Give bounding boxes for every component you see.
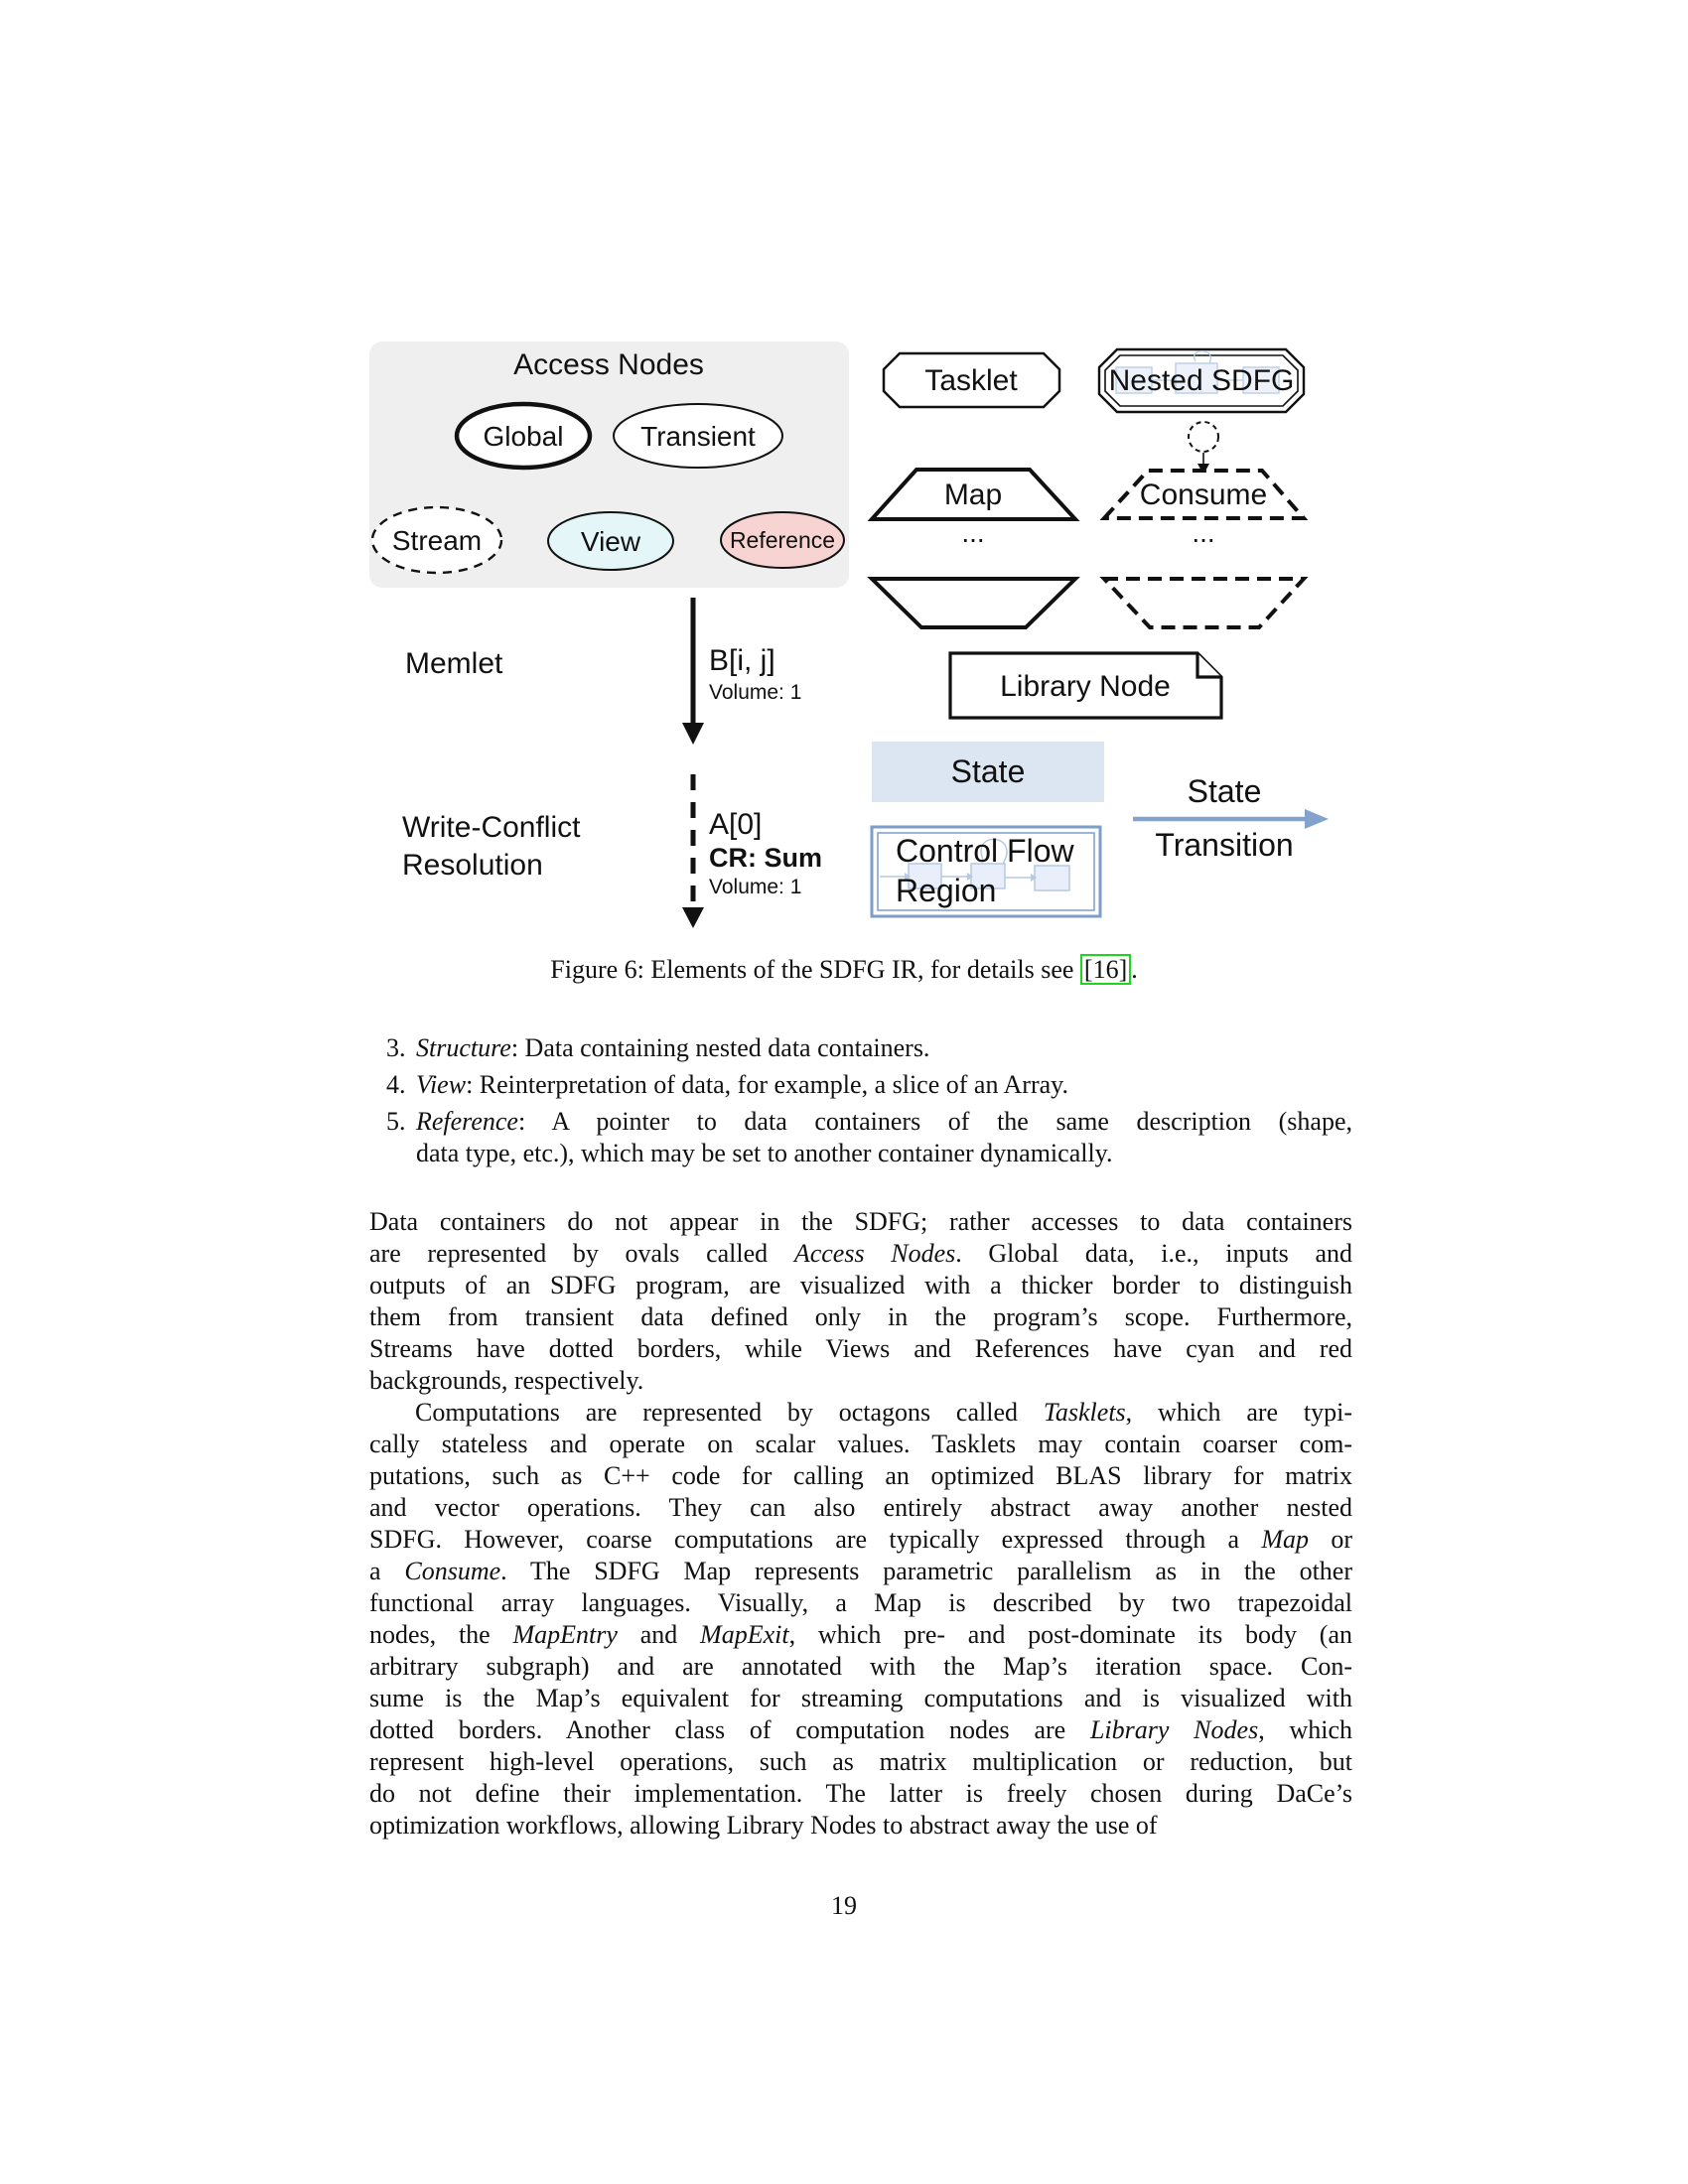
consume-ellipsis: ...: [1192, 517, 1215, 548]
map-exit-trapezoid: [872, 579, 1075, 627]
text-line: nodes, the MapEntry and MapExit, which pre- and post-dominate its body (an: [369, 1620, 1353, 1649]
text-line: putations, such as C++ code for calling an optimized BLAS library for matrix: [369, 1461, 1352, 1490]
cfr-label-line2: Region: [896, 873, 997, 908]
state-transition-arrowhead: [1305, 809, 1329, 829]
text-line: data type, etc.), which may be set to another container dynamically.: [416, 1139, 1113, 1167]
text-line: Data containers do not appear in the SDFG; rather accesses to data containers: [369, 1207, 1352, 1236]
list-item: [369, 1069, 1352, 1101]
text-line: a Consume. The SDFG Map represents parametric parallelism as in the other: [369, 1557, 1352, 1585]
map-label: Map: [943, 478, 1003, 511]
library-node-label: Library Node: [1000, 670, 1171, 703]
citation-link[interactable]: [16]: [1080, 954, 1131, 985]
text-line: View: Reinterpretation of data, for example, a slice of an Array.: [416, 1070, 1068, 1099]
consume-label: Consume: [1139, 478, 1268, 511]
text-line: Reference: A pointer to data containers of the same description (shape,: [416, 1107, 1352, 1136]
dashed-stream-node: [1189, 422, 1218, 452]
text-line: functional array languages. Visually, a Map is described by two trapezoidal: [369, 1588, 1352, 1617]
text-line: outputs of an SDFG program, are visualized with a thicker border to distinguish: [369, 1271, 1352, 1299]
memlet-volume: Volume: 1: [709, 681, 802, 704]
wcr-subset: A[0]: [709, 808, 763, 841]
reference-label: Reference: [729, 527, 836, 553]
state-transition-label-line1: State: [1187, 773, 1262, 809]
list-item-number: 4.: [386, 1070, 406, 1099]
text-line: sume is the Map’s equivalent for streaming computations and is visualized with: [369, 1684, 1352, 1712]
text-line: backgrounds, respectively.: [369, 1366, 644, 1395]
library-node-fold: [1197, 653, 1221, 677]
list-item-number: 5.: [386, 1107, 406, 1136]
global-label: Global: [483, 421, 564, 452]
map-ellipsis: ...: [961, 517, 985, 548]
caption-text: Figure 6: Elements of the SDFG IR, for details see: [550, 955, 1080, 984]
sdfg-elements-diagram: [357, 328, 1331, 943]
text-line: are represented by ovals called Access Nodes. Global data, i.e., inputs and: [369, 1239, 1352, 1268]
text-line: them from transient data defined only in the program’s scope. Furthermore,: [369, 1302, 1352, 1331]
consume-exit-trapezoid: [1104, 579, 1304, 627]
enumerated-list: [369, 1032, 1352, 1174]
paragraph-2: [369, 1397, 1352, 1842]
state-label: State: [950, 753, 1026, 789]
cfr-label-line1: Control Flow: [896, 833, 1074, 869]
text-line: and vector operations. They can also entirely abstract away another nested: [369, 1493, 1352, 1522]
view-label: View: [580, 526, 641, 557]
figure-caption: [0, 954, 1688, 986]
wcr-cr: CR: Sum: [709, 843, 822, 873]
text-line: Structure: Data containing nested data containers.: [416, 1033, 930, 1062]
wcr-label-line1: Write-Conflict: [402, 811, 581, 844]
text-line: Computations are represented by octagons called Tasklets, which are typi-: [415, 1398, 1352, 1427]
page-number: 19: [831, 1891, 857, 1920]
wcr-volume: Volume: 1: [709, 876, 802, 898]
stream-label: Stream: [391, 525, 483, 556]
memlet-label: Memlet: [405, 647, 503, 680]
list-item: [369, 1032, 1352, 1064]
text-line: dotted borders. Another class of computation nodes are Library Nodes, which: [369, 1715, 1352, 1744]
text-line: SDFG. However, coarse computations are typically expressed through a Map or: [369, 1525, 1352, 1554]
state-transition-label-line2: Transition: [1155, 827, 1294, 863]
memlet-subset: B[i, j]: [709, 644, 775, 677]
transient-label: Transient: [640, 421, 756, 452]
paragraph-1: [369, 1206, 1352, 1397]
text-line: Streams have dotted borders, while Views and References have cyan and red: [369, 1334, 1352, 1363]
text-line: arbitrary subgraph) and are annotated with the Map’s iteration space. Con-: [369, 1652, 1352, 1681]
memlet-arrowhead: [682, 723, 704, 745]
access-nodes-title: Access Nodes: [513, 348, 704, 381]
text-line: do not define their implementation. The latter is freely chosen during DaCe’s: [369, 1779, 1352, 1808]
text-line: represent high-level operations, such as matrix multiplication or reduction, but: [369, 1747, 1352, 1776]
figure-6: [357, 328, 1331, 943]
tasklet-label: Tasklet: [924, 364, 1018, 397]
list-item-number: 3.: [386, 1033, 406, 1062]
text-line: cally stateless and operate on scalar values. Tasklets may contain coarser com-: [369, 1430, 1352, 1458]
caption-period: .: [1131, 955, 1138, 984]
text-line: optimization workflows, allowing Library Nodes to abstract away the use of: [369, 1811, 1158, 1840]
wcr-arrowhead: [682, 907, 704, 928]
list-item: [369, 1106, 1352, 1169]
nested-sdfg-label: Nested SDFG: [1108, 364, 1295, 397]
wcr-label-line2: Resolution: [402, 849, 543, 882]
